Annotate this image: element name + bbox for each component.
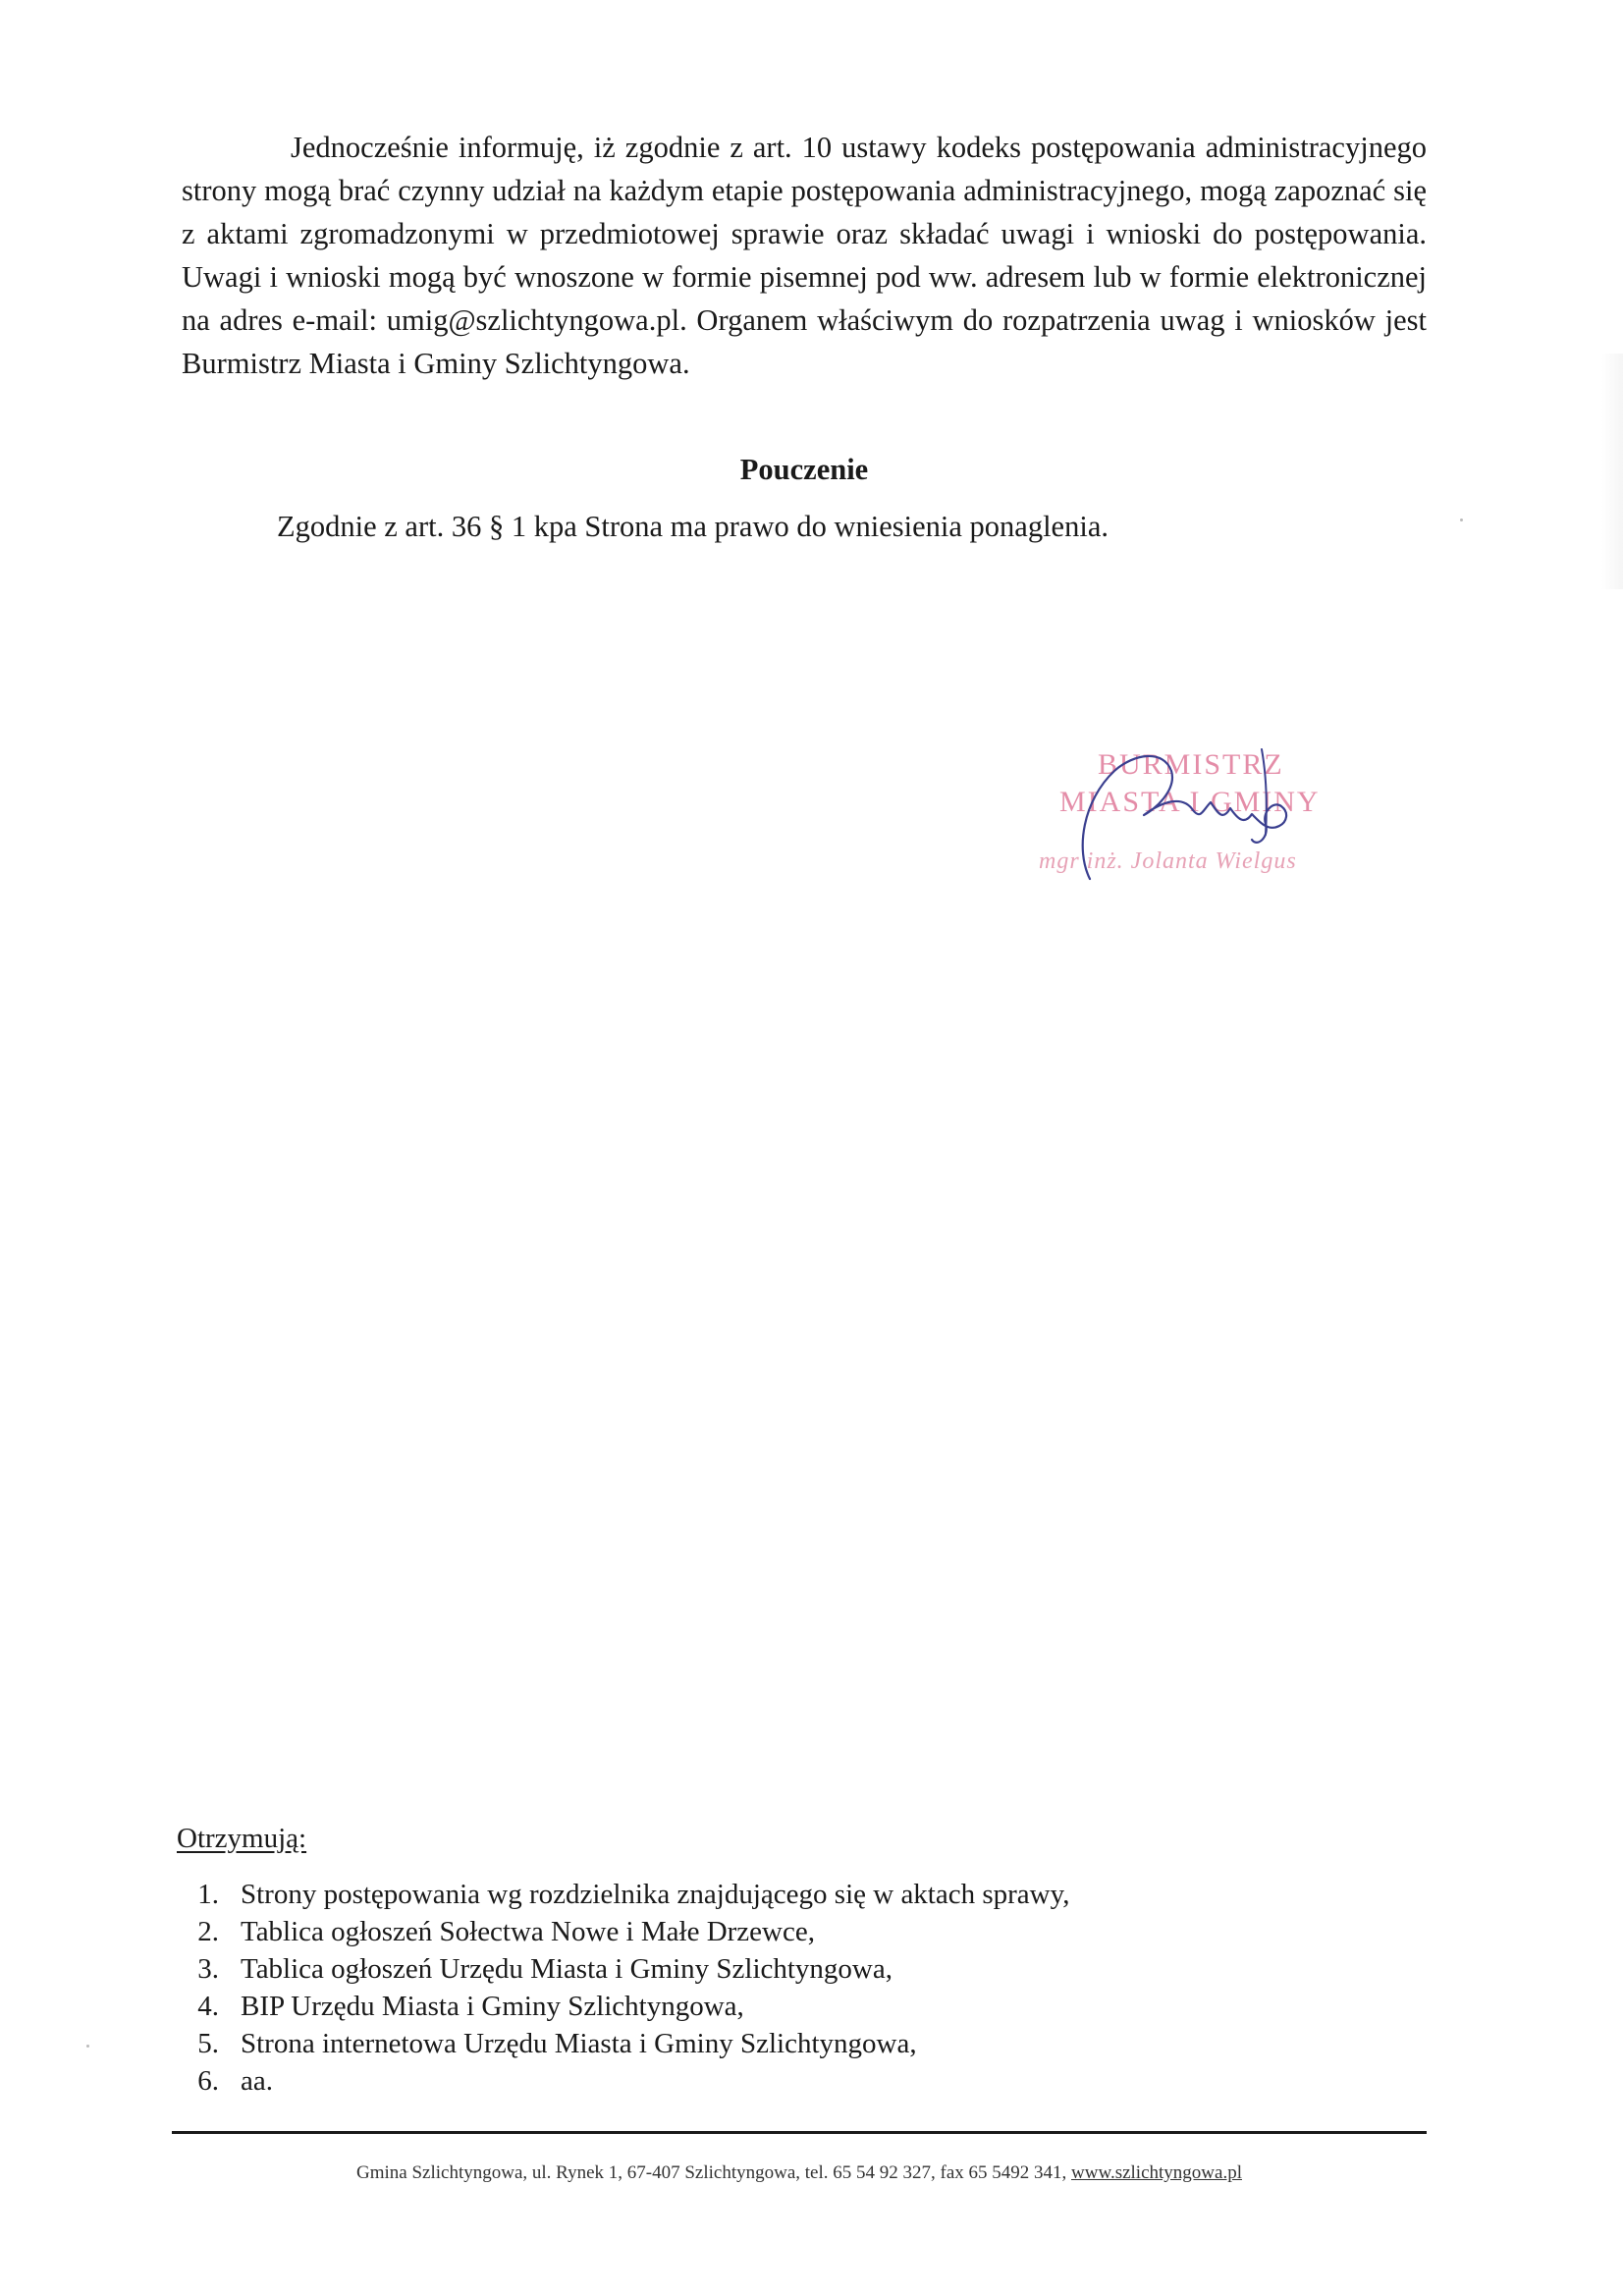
footer-website-link[interactable]: www.szlichtyngowa.pl [1071, 2162, 1242, 2183]
scan-speck [1460, 519, 1463, 521]
scan-speck [86, 2045, 89, 2048]
stamp-office-line: MIASTA I GMINY [1059, 786, 1321, 818]
list-item-number: 2. [197, 1916, 219, 1947]
stamp-signatory-name: mgr inż. Jolanta Wielgus [1039, 848, 1297, 874]
list-item [177, 2025, 1069, 2062]
list-item-text: Strony postępowania wg rozdzielnika znajdującego się w aktach sprawy, [241, 1879, 1070, 1910]
signature-stroke [1083, 756, 1286, 879]
instruction-heading: Pouczenie [739, 453, 869, 486]
footer-divider [172, 2131, 1427, 2134]
list-item-number: 5. [197, 2028, 219, 2059]
body-paragraph: Jednocześnie informuję, iż zgodnie z art. 10 ustawy kodeks postępowania administracyjnego strony mogą brać czynny udział na każdym etapie postępowania administracyjnego, mogą zapoznać się z aktami zgromadzonymi w przedmiotowej sprawie oraz składać uwagi i wnioski do postępowania. Uwagi i wnioski mogą być wnoszone w formie pisemnej pod ww. adresem lub w formie elektronicznej na adres e-mail: umig@szlichtyngowa.pl. Organem właściwym do rozpatrzenia uwag i wniosków jest Burmistrz Miasta i Gminy Szlichtyngowa. [182, 131, 1427, 380]
recipients-title: Otrzymują: [177, 1823, 307, 1854]
list-item-number: 6. [197, 2065, 219, 2097]
scan-edge-shadow [1601, 354, 1623, 589]
footer-contact [172, 2160, 1427, 2186]
list-item-text: Strona internetowa Urzędu Miasta i Gminy Szlichtyngowa, [241, 2028, 917, 2059]
list-item [177, 1988, 1069, 2025]
list-item [177, 1913, 1069, 1950]
list-item-text: BIP Urzędu Miasta i Gminy Szlichtyngowa, [241, 1991, 744, 2022]
footer-address: Gmina Szlichtyngowa, ul. Rynek 1, 67-407 Szlichtyngowa, tel. 65 54 92 327, fax 65 5492 341, [356, 2162, 1072, 2183]
list-item-number: 1. [197, 1879, 219, 1910]
handwritten-signature [1055, 741, 1321, 889]
instruction-text: Zgodnie z art. 36 § 1 kpa Strona ma prawo do wniesienia ponaglenia. [277, 510, 1109, 543]
list-item [177, 1876, 1069, 1913]
list-item-number: 3. [197, 1953, 219, 1985]
list-item-text: Tablica ogłoszeń Sołectwa Nowe i Małe Drzewce, [241, 1916, 815, 1947]
stamp-title-line: BURMISTRZ [1098, 748, 1284, 781]
recipients-list [177, 1876, 1069, 2100]
list-item-text: aa. [241, 2065, 273, 2097]
list-item [177, 2062, 1069, 2100]
list-item [177, 1950, 1069, 1988]
list-item-text: Tablica ogłoszeń Urzędu Miasta i Gminy Szlichtyngowa, [241, 1953, 893, 1985]
list-item-number: 4. [197, 1991, 219, 2022]
body-text-block [182, 126, 1427, 385]
